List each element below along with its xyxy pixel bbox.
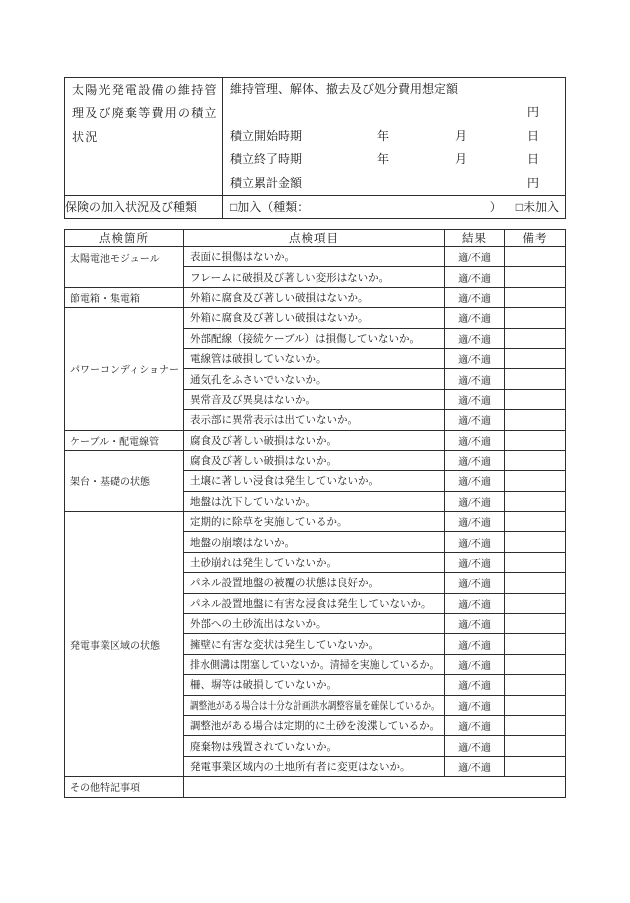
inspection-item-cell: 定期的に除草を実施しているか。 [184,512,445,532]
inspection-result-cell: 適/不適 [445,430,505,450]
year-unit-label: 年 [377,128,390,143]
inspection-item-cell: 腐食及び著しい破損はないか。 [184,450,445,470]
inspection-remarks-cell [505,552,566,572]
inspection-remarks-cell [505,695,566,715]
inspection-remarks-cell [505,471,566,491]
inspection-remarks-cell [505,410,566,430]
estimated-cost-amount-line [223,101,565,124]
inspection-item-cell: 排水側溝は閉塞していないか。清掃を実施しているか。 [184,654,445,674]
inspection-result-cell: 適/不適 [445,715,505,735]
inspection-row [65,430,566,450]
day-unit-label: 日 [526,152,539,167]
inspection-remarks-cell [505,593,566,613]
inspection-item-cell: 電線管は破損していないか。 [184,348,445,368]
inspection-item-cell: 異常音及び異臭はないか。 [184,389,445,409]
inspection-location-cell: 節電箱・集電箱 [65,287,184,307]
cumulative-amount-label: 積立累計金額 [230,175,303,190]
inspection-item-cell: 発電事業区域内の土地所有者に変更はないか。 [184,756,445,776]
inspection-result-cell: 適/不適 [445,491,505,511]
inspection-item-cell: 土壌に著しい浸食は発生していないか。 [184,471,445,491]
inspection-result-cell: 適/不適 [445,247,505,267]
inspection-item-cell: 廃棄物は残置されていないか。 [184,736,445,756]
inspection-result-cell: 適/不適 [445,348,505,368]
inspection-item-cell: 擁壁に有害な変状は発生していないか。 [184,634,445,654]
inspection-item-cell: 表面に損傷はないか。 [184,247,445,267]
inspection-remarks-cell [505,573,566,593]
inspection-item-cell: 外部への土砂流出はないか。 [184,614,445,634]
month-unit-label: 月 [455,128,468,143]
inspection-result-cell: 適/不適 [445,369,505,389]
inspection-remarks-cell [505,715,566,735]
inspection-item-cell: 調整池がある場合は定期的に土砂を浚渫しているか。 [184,715,445,735]
inspection-row [65,450,566,470]
inspection-row [65,308,566,328]
insurance-content-cell [223,195,566,218]
inspection-remarks-cell [505,532,566,552]
inspection-result-cell: 適/不適 [445,532,505,552]
inspection-remarks-cell [505,675,566,695]
inspection-location-cell: 架台・基礎の状態 [65,450,184,511]
inspection-row [65,247,566,267]
inspection-item-cell: フレームに破損及び著しい変形はないか。 [184,267,445,287]
inspection-result-cell: 適/不適 [445,675,505,695]
insurance-joined-checkbox: □加入（種類： [230,200,310,215]
inspection-item-cell: 外箱に腐食及び著しい破損はないか。 [184,287,445,307]
inspection-table-body [65,247,566,798]
inspection-remarks-cell [505,267,566,287]
inspection-item-cell: 外箱に腐食及び著しい破損はないか。 [184,308,445,328]
inspection-result-cell: 適/不適 [445,410,505,430]
inspection-item-cell: 地盤の崩壊はないか。 [184,532,445,552]
inspection-remarks-cell [505,491,566,511]
yen-unit-label: 円 [526,175,539,190]
inspection-item-cell: 外部配線（接続ケーブル）は損傷していないか。 [184,328,445,348]
inspection-remarks-cell [505,389,566,409]
inspection-result-cell: 適/不適 [445,654,505,674]
col-header-location: 点検箇所 [65,230,184,247]
inspection-remarks-cell [505,430,566,450]
inspection-result-cell: 適/不適 [445,287,505,307]
inspection-location-cell: ケーブル・配電線管 [65,430,184,450]
inspection-remarks-cell [505,756,566,776]
inspection-remarks-cell [505,348,566,368]
col-header-result: 結果 [445,230,505,247]
inspection-result-cell: 適/不適 [445,756,505,776]
funding-content-cell [223,78,566,196]
inspection-location-cell: 太陽電池モジュール [65,247,184,288]
inspection-item-cell: 表示部に異常表示は出ていないか。 [184,410,445,430]
inspection-result-cell: 適/不適 [445,308,505,328]
inspection-remarks-cell [505,247,566,267]
year-unit-label: 年 [377,152,390,167]
funding-status-table [64,77,566,219]
month-unit-label: 月 [455,152,468,167]
funding-row [65,78,566,196]
inspection-table [64,229,566,798]
inspection-result-cell: 適/不適 [445,471,505,491]
inspection-remarks-cell [505,634,566,654]
inspection-item-cell: 通気孔をふさいでいないか。 [184,369,445,389]
inspection-location-cell: 発電事業区域の状態 [65,512,184,777]
inspection-result-cell: 適/不適 [445,267,505,287]
inspection-header-row [65,230,566,247]
inspection-result-cell: 適/不適 [445,389,505,409]
col-header-remarks: 備考 [505,230,566,247]
inspection-remarks-cell [505,287,566,307]
estimated-cost-label: 維持管理、解体、撤去及び処分費用想定額 [230,82,459,96]
inspection-result-cell: 適/不適 [445,614,505,634]
inspection-remarks-cell [505,369,566,389]
inspection-result-cell: 適/不適 [445,328,505,348]
inspection-item-cell: 柵、塀等は破損していないか。 [184,675,445,695]
inspection-item-cell: パネル設置地盤に有害な浸食は発生していないか。 [184,593,445,613]
estimated-cost-line [223,78,565,101]
inspection-item-cell: 腐食及び著しい破損はないか。 [184,430,445,450]
inspection-result-cell: 適/不適 [445,634,505,654]
inspection-item-cell: パネル設置地盤の被覆の状態は良好か。 [184,573,445,593]
inspection-result-cell: 適/不適 [445,573,505,593]
inspection-remarks-cell [505,614,566,634]
yen-unit-label: 円 [526,105,539,120]
inspection-notes-cell [184,777,566,797]
inspection-result-cell: 適/不適 [445,695,505,715]
inspection-row [65,512,566,532]
insurance-not-joined-checkbox: □未加入 [515,200,559,215]
inspection-remarks-cell [505,736,566,756]
inspection-item-cell: 土砂崩れは発生していないか。 [184,552,445,572]
inspection-location-cell: その他特記事項 [65,777,184,797]
inspection-row [65,777,566,797]
inspection-remarks-cell [505,328,566,348]
start-period-line [223,125,565,148]
start-period-label: 積立開始時期 [230,128,303,143]
end-period-label: 積立終了時期 [230,152,303,167]
col-header-item: 点検項目 [184,230,445,247]
funding-label-cell [65,78,223,196]
inspection-remarks-cell [505,450,566,470]
inspection-remarks-cell [505,654,566,674]
inspection-result-cell: 適/不適 [445,450,505,470]
insurance-label: 保険の加入状況及び種類 [65,195,223,218]
inspection-location-cell: パワーコンディショナー [65,308,184,430]
end-period-line [223,148,565,171]
inspection-item-cell: 地盤は沈下していないか。 [184,491,445,511]
inspection-result-cell: 適/不適 [445,552,505,572]
inspection-result-cell: 適/不適 [445,512,505,532]
inspection-result-cell: 適/不適 [445,736,505,756]
insurance-close-paren: ） [489,200,502,215]
inspection-item-cell: 調整池がある場合は十分な計画洪水調整容量を確保しているか。 [184,695,445,715]
day-unit-label: 日 [526,128,539,143]
cumulative-amount-line [223,172,565,195]
inspection-remarks-cell [505,308,566,328]
inspection-remarks-cell [505,512,566,532]
inspection-result-cell: 適/不適 [445,593,505,613]
insurance-row [65,195,566,218]
inspection-row [65,287,566,307]
funding-label: 太陽光発電設備の維持管理及び廃棄等費用の積立状況 [72,83,218,144]
